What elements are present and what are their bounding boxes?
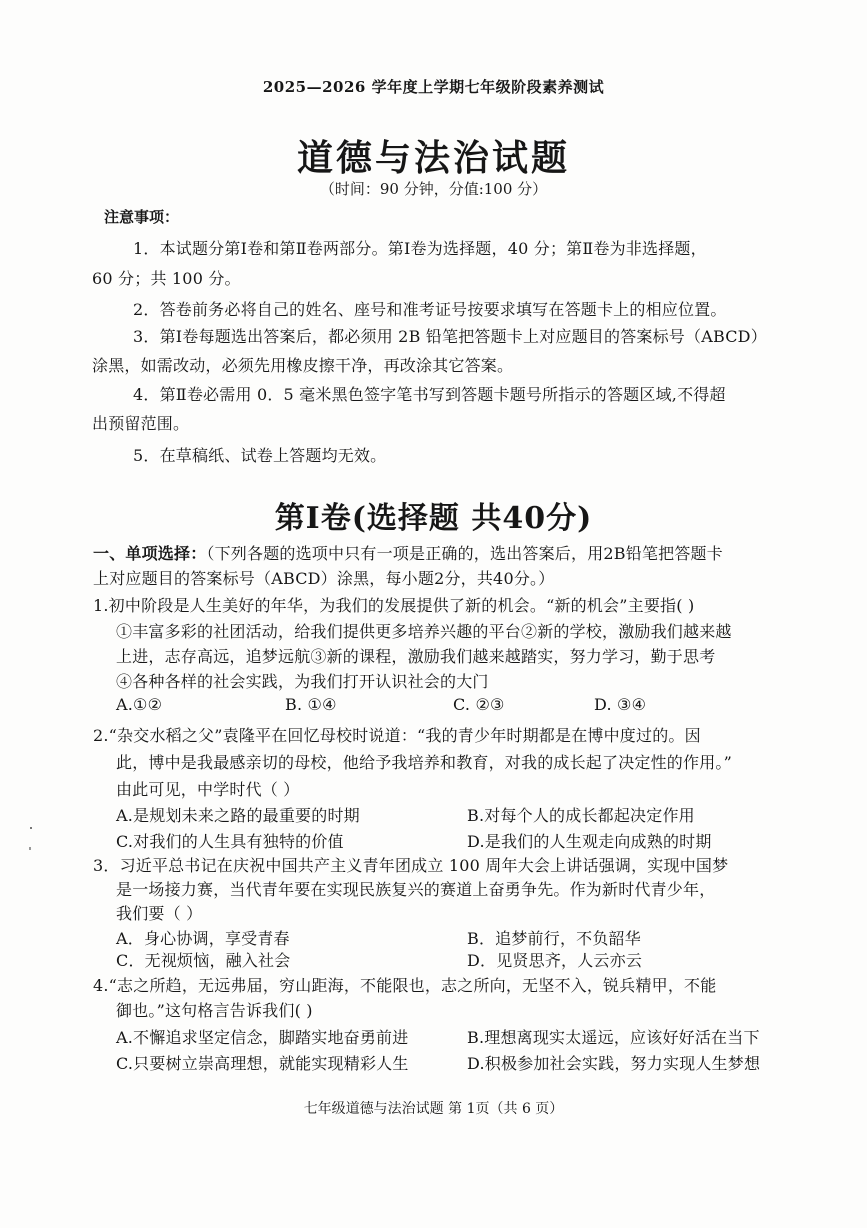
scan-speck: [29, 847, 31, 850]
question-2-option-c[interactable]: C.对我们的人生具有独特的价值: [116, 832, 344, 851]
instructions-line: 上对应题目的答案标号（ABCD）涂黑，每小题2分，共40分。）: [93, 569, 555, 588]
question-1-line: ④各种各样的社会实践，为我们打开认识社会的大门: [116, 672, 489, 691]
question-3-line: 3．习近平总书记在庆祝中国共产主义青年团成立 100 周年大会上讲话强调，实现中国梦: [93, 856, 729, 875]
page-footer: 七年级道德与法治试题 第 1页（共 6 页）: [303, 1101, 564, 1117]
notice-line: 1．本试题分第Ⅰ卷和第Ⅱ卷两部分。第Ⅰ卷为选择题，40 分；第Ⅱ卷为非选择题，: [133, 239, 707, 258]
question-2-line: 此，博中是我最感亲切的母校，他给予我培养和教育，对我的成长起了决定性的作用。”: [116, 753, 732, 772]
notice-line: 5．在草稿纸、试卷上答题均无效。: [133, 446, 387, 465]
question-3-option-b[interactable]: B．追梦前行，不负韶华: [467, 929, 641, 948]
instructions-label: 一、单项选择：: [93, 544, 207, 563]
instructions-text: （下列各题的选项中只有一项是正确的，选出答案后，用2B铅笔把答题卡: [206, 544, 723, 563]
question-2-option-b[interactable]: B.对每个人的成长都起决定作用: [467, 806, 695, 825]
question-3-option-a[interactable]: A．身心协调，享受青春: [116, 929, 290, 948]
section-title: 第Ⅰ卷(选择题 共40分): [274, 501, 593, 536]
exam-header: 2025—2026 学年度上学期七年级阶段素养测试: [262, 78, 605, 96]
question-1-option-a[interactable]: A.①②: [116, 695, 163, 714]
question-4-line: 4.“志之所趋，无远弗届，穷山距海，不能限也，志之所向，无坚不入，锐兵精甲，不能: [93, 976, 717, 995]
question-1-option-c[interactable]: C. ②③: [453, 695, 505, 714]
scan-speck: [30, 827, 32, 829]
question-3-option-d[interactable]: D．见贤思齐，人云亦云: [467, 951, 643, 970]
notice-line: 4．第Ⅱ卷必需用 0．5 毫米黑色签字笔书写到答题卡题号所指示的答题区域,不得超: [133, 385, 726, 404]
exam-subtitle: （时间：90 分钟，分值:100 分）: [319, 180, 548, 198]
question-4-option-c[interactable]: C.只要树立崇高理想，就能实现精彩人生: [116, 1054, 409, 1073]
question-1-line: ①丰富多彩的社团活动，给我们提供更多培养兴趣的平台②新的学校，激励我们越来越: [116, 622, 732, 641]
question-1-line: 1.初中阶段是人生美好的年华，为我们的发展提供了新的机会。“新的机会”主要指( ): [93, 596, 695, 615]
question-3-option-c[interactable]: C．无视烦恼，融入社会: [116, 951, 291, 970]
question-1-option-d[interactable]: D. ③④: [594, 695, 647, 714]
exam-title: 道德与法治试题: [296, 137, 570, 179]
question-2-option-a[interactable]: A.是规划未来之路的最重要的时期: [116, 806, 360, 825]
notice-heading: 注意事项：: [104, 208, 180, 226]
question-3-line: 是一场接力赛，当代青年要在实现民族复兴的赛道上奋勇争先。作为新时代青少年，: [116, 880, 716, 899]
instructions-line: [93, 541, 723, 564]
notice-line: 2．答卷前务必将自己的姓名、座号和准考证号按要求填写在答题卡上的相应位置。: [133, 300, 727, 319]
notice-line: 3．第Ⅰ卷每题选出答案后，都必须用 2B 铅笔把答题卡上对应题目的答案标号（ABCD）: [133, 327, 767, 346]
notice-line: 60 分；共 100 分。: [92, 269, 241, 288]
notice-line: 涂黑，如需改动，必须先用橡皮擦干净，再改涂其它答案。: [92, 356, 514, 375]
question-4-line: 御也。”这句格言告诉我们( ): [116, 1001, 313, 1020]
question-1-line: 上进，志存高远，追梦远航③新的课程，激励我们越来越踏实，努力学习，勤于思考: [116, 647, 716, 666]
question-4-option-d[interactable]: D.积极参加社会实践，努力实现人生梦想: [467, 1054, 761, 1073]
question-2-line: 2.“杂交水稻之父”袁隆平在回忆母校时说道：“我的青少年时期都是在博中度过的。因: [93, 726, 701, 745]
notice-line: 出预留范围。: [92, 414, 190, 433]
question-1-option-b[interactable]: B. ①④: [285, 695, 337, 714]
question-2-line: 由此可见，中学时代（ ）: [116, 780, 300, 799]
question-4-option-a[interactable]: A.不懈追求坚定信念，脚踏实地奋勇前进: [116, 1028, 409, 1047]
question-4-option-b[interactable]: B.理想离现实太遥远，应该好好活在当下: [467, 1028, 760, 1047]
question-2-option-d[interactable]: D.是我们的人生观走向成熟的时期: [467, 832, 712, 851]
question-3-line: 我们要（ ）: [116, 904, 203, 923]
